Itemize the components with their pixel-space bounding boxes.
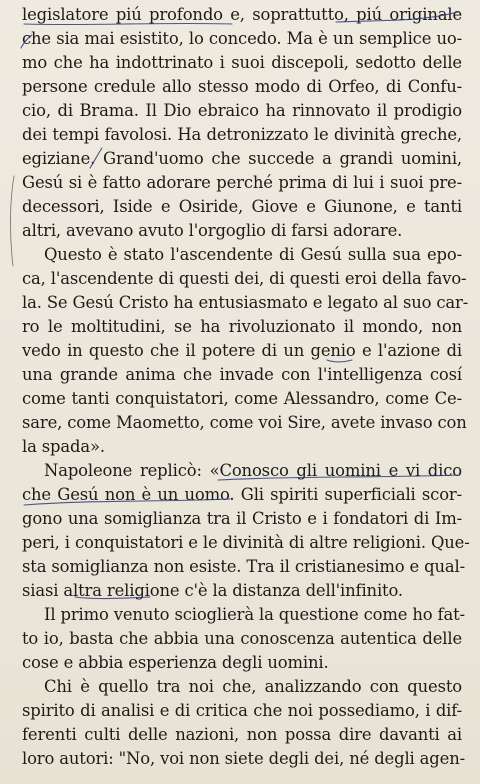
text-line: cose e abbia esperienza degli uomini.: [22, 653, 329, 672]
text-line: legislatore piú profondo e, soprattutto, piú originale: [22, 5, 462, 24]
text-line: Gesú si è fatto adorare perché prima di lui i suoi pre-: [22, 173, 462, 192]
text-line: la spada».: [22, 437, 105, 456]
text-line: vedo in questo che il potere di un genio e l'azione di: [22, 341, 462, 360]
text-line: altri, avevano avuto l'orgoglio di farsi adorare.: [22, 221, 403, 240]
text-line: loro autori: "No, voi non siete degli dei, né degli agen-: [22, 749, 465, 768]
text-line: sta somiglianza non esiste. Tra il cristianesimo e qual-: [22, 557, 465, 576]
text-line: decessori, Iside e Osiride, Giove e Giunone, e tanti: [22, 197, 462, 216]
text-line: egiziane. Grand'uomo che succede a grandi uomini,: [22, 149, 462, 168]
text-line: ferenti culti delle nazioni, non possa dire davanti ai: [22, 725, 462, 744]
text-line: gono una somiglianza tra il Cristo e i fondatori di Im-: [22, 509, 462, 528]
text-line: ca, l'ascendente di questi dei, di questi eroi della favo-: [22, 269, 467, 288]
text-line: la. Se Gesú Cristo ha entusiasmato e legato al suo car-: [22, 293, 469, 312]
text-line: sare, come Maometto, come voi Sire, avete invaso con: [22, 413, 467, 432]
text-line: peri, i conquistatori e le divinità di altre religioni. Que-: [22, 533, 470, 552]
text-line: come tanti conquistatori, come Alessandro, come Ce-: [22, 389, 462, 408]
text-line: Questo è stato l'ascendente di Gesú sulla sua epo-: [44, 245, 462, 264]
text-line: siasi altra religione c'è la distanza dell'infinito.: [22, 581, 403, 600]
margin-bracket-mark: [10, 176, 14, 266]
text-line: che sia mai esistito, lo concedo. Ma è un semplice uo-: [22, 29, 462, 48]
text-line: Chi è quello tra noi che, analizzando con questo: [44, 677, 462, 696]
text-line: Napoleone replicò: «Conosco gli uomini e vi dico: [44, 461, 462, 480]
text-line: cio, di Brama. Il Dio ebraico ha rinnovato il prodigio: [22, 101, 462, 120]
text-line: ro le moltitudini, se ha rivoluzionato il mondo, non: [22, 317, 462, 336]
text-line: che Gesú non è un uomo. Gli spiriti superficiali scor-: [22, 485, 462, 504]
text-line: mo che ha indottrinato i suoi discepoli, sedotto delle: [22, 53, 462, 72]
text-line: una grande anima che invade con l'intelligenza cosí: [22, 365, 462, 384]
text-line: persone credule allo stesso modo di Orfeo, di Confu-: [22, 77, 462, 96]
text-line: to io, basta che abbia una conoscenza autentica delle: [22, 629, 462, 648]
text-line: dei tempi favolosi. Ha detronizzato le divinità greche,: [22, 125, 462, 144]
text-line: spirito di analisi e di critica che noi possediamo, i dif-: [22, 701, 462, 720]
text-line: Il primo venuto scioglierà la questione come ho fat-: [44, 605, 465, 624]
